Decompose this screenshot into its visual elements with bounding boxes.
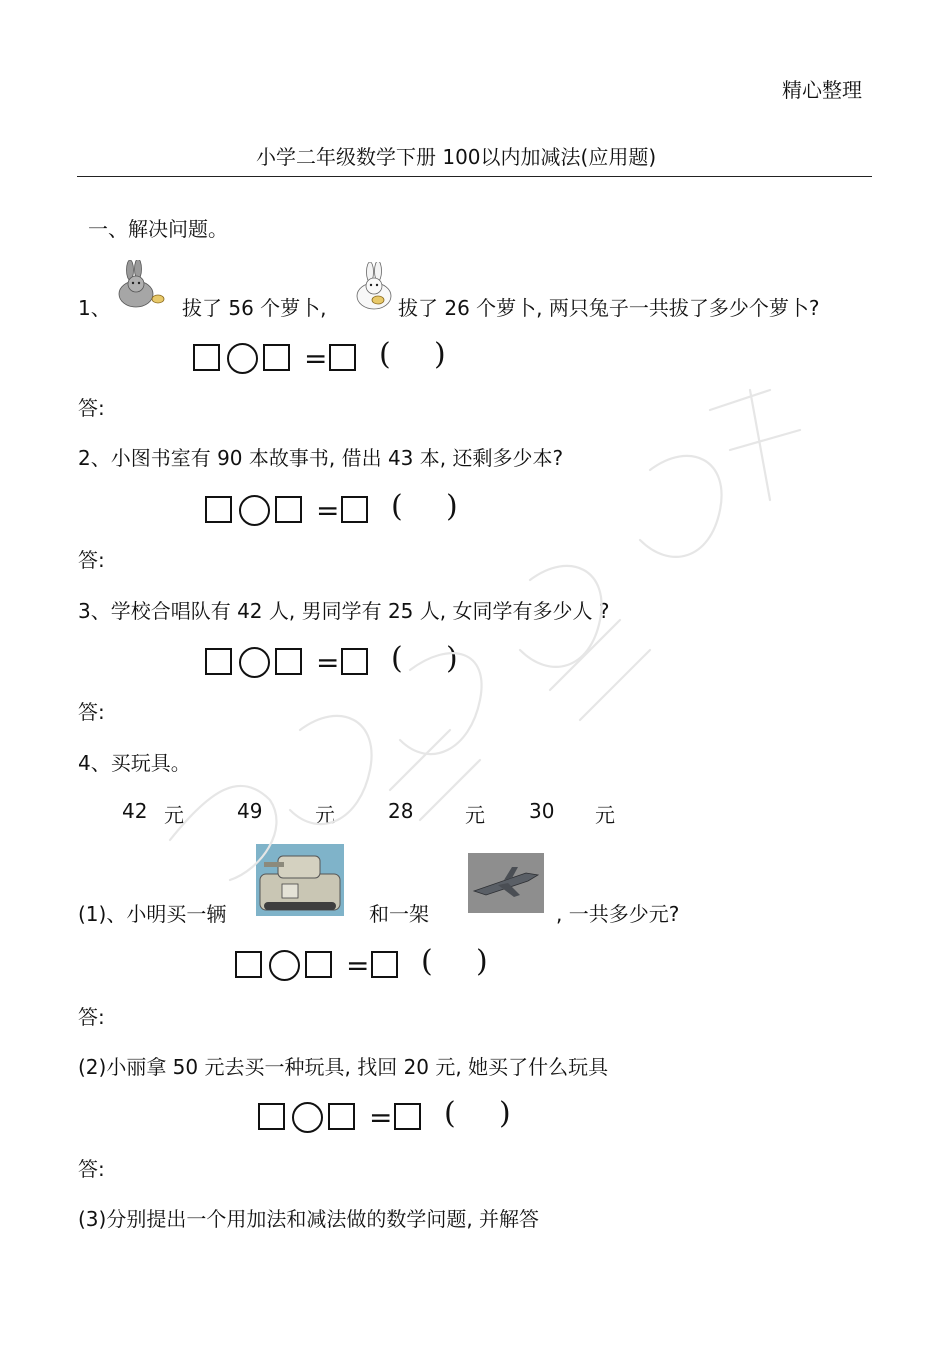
toy-tank-image — [256, 844, 344, 916]
answer-label-q4-1: 答: — [78, 1005, 105, 1029]
answer-label-q1: 答: — [78, 396, 105, 420]
open-paren: ( — [421, 944, 433, 979]
equals-sign: = — [346, 949, 370, 982]
q1-text-a: 拔了 56 个萝卜, — [182, 296, 327, 320]
answer-label-q4-2: 答: — [78, 1157, 105, 1181]
title-divider — [77, 176, 872, 177]
equals-sign: = — [316, 494, 340, 527]
equals-sign: = — [369, 1101, 393, 1134]
price-amount: 49 — [237, 799, 263, 823]
price-unit: 元 — [595, 803, 615, 827]
price-unit: 元 — [465, 803, 485, 827]
answer-box[interactable] — [263, 344, 290, 371]
equals-sign: = — [304, 342, 328, 375]
answer-box[interactable] — [258, 1103, 285, 1130]
q4-heading: 4、买玩具。 — [78, 751, 191, 775]
q4-sub1-text-c: , 一共多少元? — [556, 902, 680, 926]
price-amount: 28 — [388, 799, 414, 823]
answer-label-q3: 答: — [78, 700, 105, 724]
q3-text: 3、学校合唱队有 42 人, 男同学有 25 人, 女同学有多少人 ? — [78, 599, 610, 623]
answer-box[interactable] — [205, 496, 232, 523]
q1-number: 1、 — [78, 296, 111, 320]
answer-box[interactable] — [341, 648, 368, 675]
q2-text: 2、小图书室有 90 本故事书, 借出 43 本, 还剩多少本? — [78, 446, 564, 470]
answer-box[interactable] — [205, 648, 232, 675]
page-title: 小学二年级数学下册 100以内加减法(应用题) — [256, 145, 657, 169]
equation-template-q3 — [205, 641, 485, 679]
close-paren: ) — [499, 1096, 511, 1131]
price-amount: 30 — [529, 799, 555, 823]
answer-box[interactable] — [329, 344, 356, 371]
open-paren: ( — [391, 641, 403, 676]
close-paren: ) — [476, 944, 488, 979]
operator-circle[interactable] — [227, 343, 258, 374]
open-paren: ( — [391, 489, 403, 524]
equation-template-q4-2 — [258, 1096, 538, 1134]
rabbit-gray-icon — [112, 260, 172, 312]
open-paren: ( — [379, 337, 391, 372]
answer-box[interactable] — [235, 951, 262, 978]
q4-sub1-text-a: (1)、小明买一辆 — [78, 902, 227, 926]
rabbit-white-icon — [340, 262, 400, 314]
equation-template-q4-1 — [235, 944, 515, 982]
q4-sub1-text-b: 和一架 — [369, 902, 429, 926]
operator-circle[interactable] — [292, 1102, 323, 1133]
q4-sub2-text: (2)小丽拿 50 元去买一种玩具, 找回 20 元, 她买了什么玩具 — [78, 1055, 609, 1079]
answer-box[interactable] — [371, 951, 398, 978]
section-heading: 一、解决问题。 — [88, 217, 228, 241]
equals-sign: = — [316, 646, 340, 679]
equation-template-q2 — [205, 489, 485, 527]
answer-box[interactable] — [341, 496, 368, 523]
equation-template-q1 — [193, 337, 473, 375]
answer-box[interactable] — [394, 1103, 421, 1130]
answer-box[interactable] — [305, 951, 332, 978]
close-paren: ) — [446, 489, 458, 524]
answer-box[interactable] — [275, 648, 302, 675]
close-paren: ) — [446, 641, 458, 676]
answer-box[interactable] — [275, 496, 302, 523]
close-paren: ) — [434, 337, 446, 372]
toy-jet-image — [468, 853, 544, 913]
price-unit: 元 — [315, 803, 335, 827]
answer-box[interactable] — [328, 1103, 355, 1130]
operator-circle[interactable] — [239, 647, 270, 678]
operator-circle[interactable] — [239, 495, 270, 526]
q1-text-b: 拔了 26 个萝卜, 两只兔子一共拔了多少个萝卜? — [398, 296, 820, 320]
q4-sub3-text: (3)分别提出一个用加法和减法做的数学问题, 并解答 — [78, 1207, 540, 1231]
operator-circle[interactable] — [269, 950, 300, 981]
price-unit: 元 — [164, 803, 184, 827]
corner-label: 精心整理 — [782, 78, 862, 102]
open-paren: ( — [444, 1096, 456, 1131]
price-amount: 42 — [122, 799, 148, 823]
answer-label-q2: 答: — [78, 548, 105, 572]
answer-box[interactable] — [193, 344, 220, 371]
